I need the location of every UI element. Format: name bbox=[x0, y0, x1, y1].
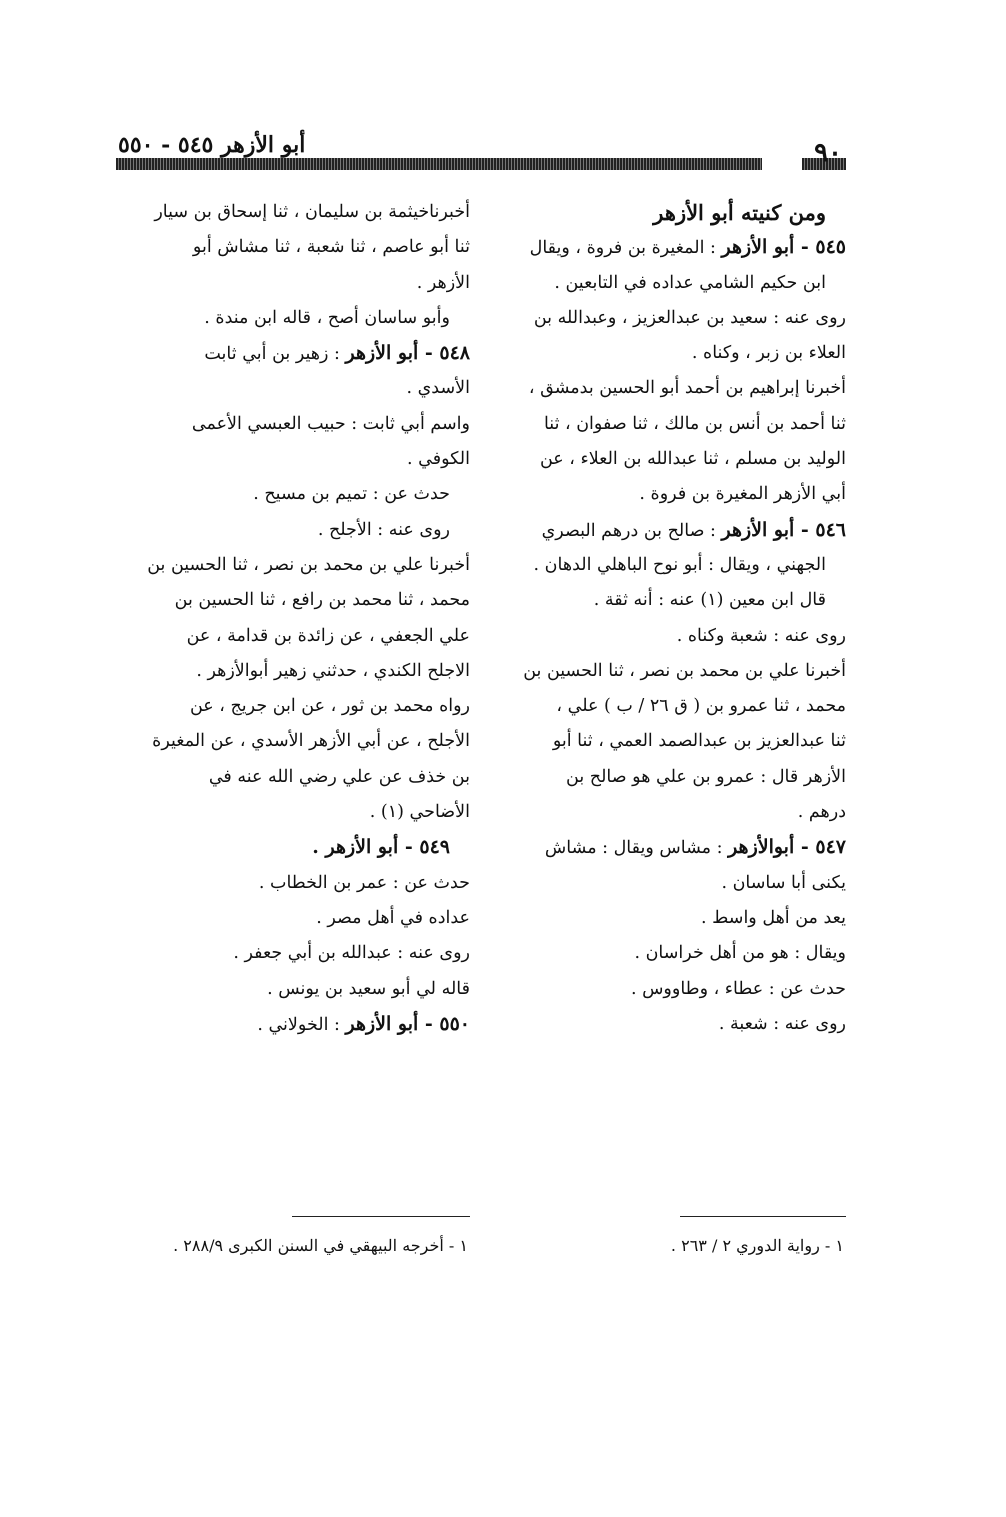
page-header bbox=[116, 128, 846, 178]
section-title: ومن كنيته أبو الأزهر bbox=[653, 200, 826, 225]
text-line: روى عنه : شعبة . bbox=[718, 1013, 846, 1034]
text-line: أخبرنا علي بن محمد بن نصر ، ثنا الحسين بن bbox=[523, 660, 846, 681]
text-line: علي الجعفي ، عن زائدة بن قدامة ، عن bbox=[186, 625, 470, 646]
text-line: يكنى أبا ساسان . bbox=[721, 872, 846, 893]
text-line: محمد ، ثنا عمرو بن ( ق ٢٦ / ب ) علي ، bbox=[556, 696, 846, 717]
running-title: أبو الأزهر ٥٤٥ - ٥٥٠ bbox=[118, 132, 306, 158]
text-line: ثنا عبدالعزيز بن عبدالصمد العمي ، ثنا أبو bbox=[552, 731, 846, 752]
text-line: روى عنه : عبدالله بن أبي جعفر . bbox=[233, 943, 470, 964]
entry-549 bbox=[118, 830, 470, 865]
entry-text: : الخولاني . bbox=[257, 1014, 346, 1035]
entry-number: ٥٤٩ - أبو الأزهر . bbox=[312, 836, 450, 859]
text-line: ويقال : هو من أهل خراسان . bbox=[634, 943, 846, 964]
page-number: ٩٠ bbox=[814, 138, 842, 168]
text-line: الأزهر قال : عمرو بن علي هو صالح بن bbox=[566, 766, 846, 787]
text-line: الأزهر . bbox=[416, 272, 470, 293]
text-line: أخبرناخيثمة بن سليمان ، ثنا إسحاق بن سيار bbox=[154, 202, 470, 222]
text-line: العلاء بن زبر ، وكناه . bbox=[691, 343, 846, 364]
text-line: قال ابن معين (١) عنه : أنه ثقة . bbox=[593, 590, 826, 611]
text-line: وأبو ساسان أصح ، قاله ابن مندة . bbox=[204, 307, 450, 328]
text-line: عداده في أهل مصر . bbox=[316, 907, 470, 928]
entry-547 bbox=[496, 830, 846, 865]
text-line: يعد من أهل واسط . bbox=[701, 907, 846, 928]
entry-text: : المغيرة بن فروة ، ويقال bbox=[529, 238, 722, 259]
entry-number: ٥٤٨ - أبو الأزهر bbox=[345, 342, 470, 365]
text-line: رواه محمد بن ثور ، عن ابن جريج ، عن bbox=[189, 696, 470, 717]
footnote-right: ١ - رواية الدوري ٢ / ٢٦٣ . bbox=[670, 1236, 844, 1255]
entry-number: ٥٤٦ - أبو الأزهر bbox=[721, 518, 846, 541]
text-line: أخبرنا إبراهيم بن أحمد أبو الحسين بدمشق ، bbox=[528, 378, 846, 399]
text-line: روى عنه : سعيد بن عبدالعزيز ، وعبدالله بن bbox=[533, 307, 846, 328]
entry-number: ٥٤٥ - أبو الأزهر bbox=[721, 236, 846, 259]
footnote-rule-left bbox=[292, 1216, 470, 1217]
entry-text: : صالح بن درهم البصري bbox=[541, 520, 722, 541]
text-line: درهم . bbox=[797, 802, 846, 823]
text-line: بن خذف عن علي رضي الله عنه في bbox=[208, 766, 470, 787]
text-line: ابن حكيم الشامي عداده في التابعين . bbox=[554, 272, 826, 293]
text-line: الاجلح الكندي ، حدثني زهير أبوالأزهر . bbox=[196, 660, 470, 681]
entry-text: : مشاس ويقال : مشاش bbox=[544, 838, 729, 859]
entry-546 bbox=[496, 513, 846, 548]
text-line: محمد ، ثنا محمد بن رافع ، ثنا الحسين بن bbox=[174, 590, 470, 611]
right-column bbox=[496, 195, 846, 1042]
text-line: الكوفي . bbox=[407, 449, 470, 470]
text-line: الأسدي . bbox=[406, 378, 470, 399]
text-line: أبي الأزهر المغيرة بن فروة . bbox=[639, 484, 846, 505]
left-column bbox=[118, 195, 470, 1042]
entry-text: : زهير بن أبي ثابت bbox=[204, 344, 346, 365]
text-line: الوليد بن مسلم ، ثنا عبدالله بن العلاء ، عن bbox=[539, 449, 846, 470]
text-line: ثنا أحمد بن أنس بن مالك ، ثنا صفوان ، ثنا bbox=[543, 413, 846, 434]
entry-550 bbox=[118, 1007, 470, 1042]
text-line: ثنا أبو عاصم ، ثنا شعبة ، ثنا مشاش أبو bbox=[192, 237, 470, 258]
header-rule bbox=[116, 158, 762, 170]
entry-number: ٥٤٧ - أبوالأزهر bbox=[728, 836, 846, 859]
entry-number: ٥٥٠ - أبو الأزهر bbox=[345, 1012, 470, 1035]
text-line: قاله لي أبو سعيد بن يونس . bbox=[267, 978, 470, 999]
entry-545 bbox=[496, 230, 846, 265]
text-line: روى عنه : شعبة وكناه . bbox=[676, 625, 846, 646]
footnote-rule-right bbox=[680, 1216, 846, 1217]
text-line: حدث عن : تميم بن مسيح . bbox=[253, 484, 450, 505]
text-line: الجهني ، ويقال : أبو نوح الباهلي الدهان . bbox=[533, 554, 826, 575]
text-line: أخبرنا علي بن محمد بن نصر ، ثنا الحسين بن bbox=[147, 554, 470, 575]
text-line: حدث عن : عطاء ، وطاووس . bbox=[630, 978, 846, 999]
footnote-left: ١ - أخرجه البيهقي في السنن الكبرى ٢٨٨/٩ . bbox=[173, 1236, 468, 1255]
text-line: الأجلح ، عن أبي الأزهر الأسدي ، عن المغيرة bbox=[152, 731, 470, 752]
text-line: واسم أبي ثابت : حبيب العبسي الأعمى bbox=[191, 413, 470, 434]
entry-548 bbox=[118, 336, 470, 371]
text-line: روى عنه : الأجلح . bbox=[317, 519, 450, 540]
text-line: حدث عن : عمر بن الخطاب . bbox=[258, 872, 470, 893]
text-line: الأضاحي (١) . bbox=[369, 802, 470, 823]
